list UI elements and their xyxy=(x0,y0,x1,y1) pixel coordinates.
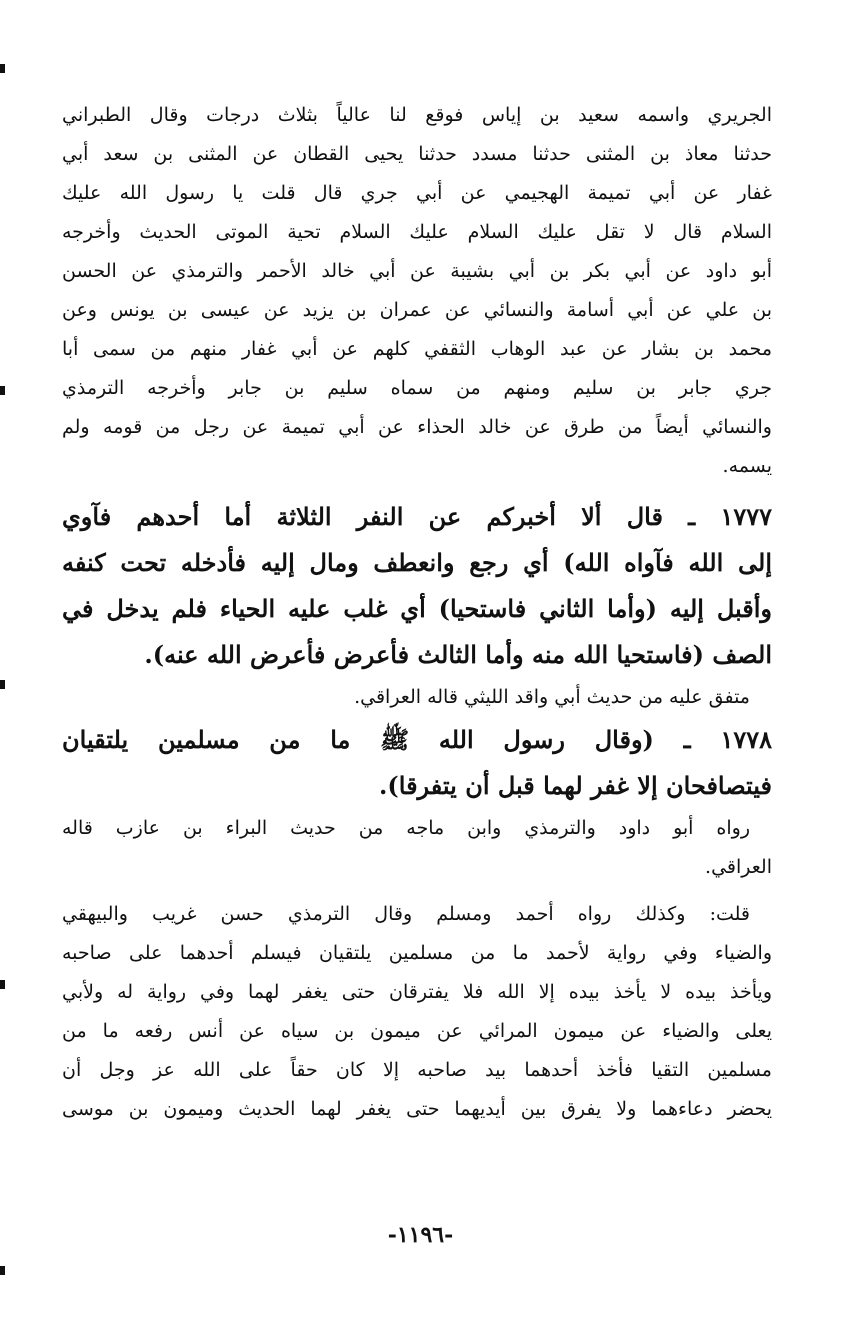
text-line: أبو داود عن أبي بكر بن أبي بشيبة عن أبي خالد الأحمر والترمذي عن الحسن xyxy=(62,260,772,282)
left-edge-mark-4 xyxy=(0,980,5,989)
hadith-line: إلى الله فآواه الله) أي رجع وانعطف ومال إليه فأدخله تحت كنفه xyxy=(62,548,772,577)
text-line: يحضر دعاءهما ولا يفرق بين أيديهما حتى يغفر لهما الحديث وميمون بن موسى xyxy=(62,1098,772,1120)
text-line: متفق عليه من حديث أبي واقد الليثي قاله العراقي. xyxy=(354,686,750,708)
takhrij-1778 xyxy=(62,809,772,887)
text-line: رواه أبو داود والترمذي وابن ماجه من حديث البراء بن عازب قاله xyxy=(62,817,750,839)
takhrij-1777 xyxy=(62,678,772,717)
hadith-1778 xyxy=(62,717,772,809)
left-edge-mark-1 xyxy=(0,64,5,73)
text-line: العراقي. xyxy=(705,856,772,878)
commentary-paragraph xyxy=(62,96,772,486)
hadith-1777 xyxy=(62,494,772,678)
text-line: مسلمين التقيا فأخذ أحدهما بيد صاحبه إلا كان حقاً على الله عز وجل أن xyxy=(62,1059,772,1081)
hadith-line: ١٧٧٧ ـ قال ألا أخبركم عن النفر الثلاثة أما أحدهم فآوي xyxy=(62,502,772,531)
hadith-line: ١٧٧٨ ـ (وقال رسول الله ﷺ ما من مسلمين يلتقيان xyxy=(62,725,772,754)
text-line: السلام قال لا تقل عليك السلام عليك السلام تحية الموتى الحديث وأخرجه xyxy=(62,221,772,243)
text-line: يسمه. xyxy=(722,455,772,477)
text-line: حدثنا معاذ بن المثنى حدثنا مسدد حدثنا يحيى القطان عن المثنى بن سعد أبي xyxy=(62,143,772,165)
text-line: الجريري واسمه سعيد بن إياس فوقع لنا عالياً بثلاث درجات وقال الطبراني xyxy=(62,104,772,126)
text-line: يعلى والضياء عن ميمون المرائي عن ميمون بن سياه عن أنس رفعه ما من xyxy=(62,1020,772,1042)
hadith-line: وأقبل إليه (وأما الثاني فاستحيا) أي غلب عليه الحياء فلم يدخل في xyxy=(62,594,772,623)
text-line: ويأخذ بيده لا يأخذ بيده إلا الله فلا يفترقان حتى يغفر لهما وفي رواية له ولأبي xyxy=(62,981,772,1003)
text-line: قلت: وكذلك رواه أحمد ومسلم وقال الترمذي حسن غريب والبيهقي xyxy=(62,903,750,925)
page-number: -١١٩٦- xyxy=(387,1222,454,1248)
left-edge-mark-5 xyxy=(0,1266,5,1275)
hadith-line: الصف (فاستحيا الله منه وأما الثالث فأعرض فأعرض الله عنه). xyxy=(144,640,772,669)
text-line: بن علي عن أبي أسامة والنسائي عن عمران بن يزيد عن عيسى بن يونس وعن xyxy=(62,299,772,321)
text-line: والنسائي أيضاً من طرق عن خالد الحذاء عن أبي تميمة عن رجل من قومه ولم xyxy=(62,416,772,438)
left-edge-mark-2 xyxy=(0,386,5,395)
text-line: جري جابر بن سليم ومنهم من سماه سليم بن جابر وأخرجه الترمذي xyxy=(62,377,772,399)
text-line: محمد بن بشار عن عبد الوهاب الثقفي كلهم عن أبي غفار منهم من سمى أبا xyxy=(62,338,772,360)
book-page-body xyxy=(62,96,772,1129)
text-line: والضياء وفي رواية لأحمد ما من مسلمين يلتقيان فيسلم أحدهما على صاحبه xyxy=(62,942,772,964)
left-edge-mark-3 xyxy=(0,680,5,689)
qultu-paragraph xyxy=(62,895,772,1129)
hadith-line: فيتصافحان إلا غفر لهما قبل أن يتفرقا). xyxy=(379,771,772,800)
text-line: غفار عن أبي تميمة الهجيمي عن أبي جري قال قلت يا رسول الله عليك xyxy=(62,182,772,204)
